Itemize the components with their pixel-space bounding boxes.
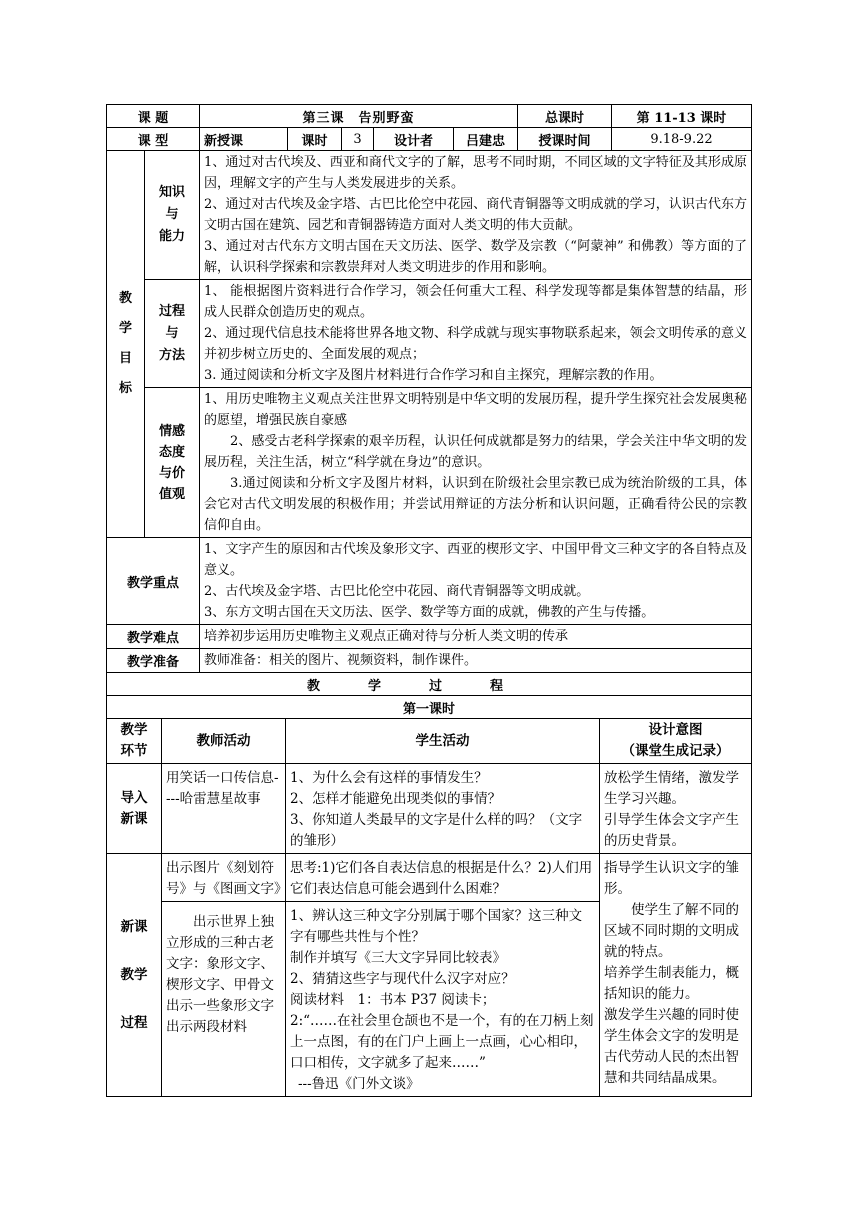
objective-process-row	[107, 280, 752, 388]
hours-label: 课时	[288, 128, 342, 151]
designer-label: 设计者	[374, 128, 454, 151]
process-section-title: 教学过程	[107, 673, 752, 696]
intro-intent: 放松学生情绪，激发学生学习兴趣。 引导学生体会文字产生的历史背景。	[600, 764, 752, 854]
designer-value: 吕建忠	[454, 128, 518, 151]
type-value: 新授课	[200, 128, 288, 151]
objectives-label-char: 教	[118, 291, 132, 306]
knowledge-line: 1、通过对古代埃及、西亚和商代文字的了解，思考不同时期，不同区域的文字特征及其形成原因，理解文字的产生与人类发展进步的关系。	[204, 155, 747, 191]
key-point-line: 3、东方文明古国在天文历法、医学、数学等方面的成就，佛教的产生与传播。	[204, 605, 655, 620]
new-lesson-stage: 新课 教学 过程	[107, 854, 162, 1097]
type-row	[107, 128, 752, 151]
knowledge-content	[200, 151, 752, 280]
objective-emotion-row	[107, 388, 752, 538]
knowledge-label: 知识 与 能力	[145, 151, 200, 280]
key-points-label: 教学重点	[107, 538, 200, 625]
preparation-content: 教师准备：相关的图片、视频资料，制作课件。	[200, 649, 752, 673]
lesson-plan-table	[106, 104, 752, 719]
new-teacher-a: 出示图片《刻划符号》与《图画文字》	[162, 854, 286, 902]
intro-row	[107, 764, 752, 854]
lesson-title: 第三课 告别野蛮	[200, 105, 518, 128]
objectives-label	[107, 151, 145, 538]
topic-row	[107, 105, 752, 128]
topic-label: 课 题	[107, 105, 200, 128]
emotion-line: 2、感受古老科学探索的艰辛历程，认识任何成就都是努力的结果，学会关注中华文明的发展历程，关注生活，树立“科学就在身边”的意识。	[204, 434, 747, 470]
new-lesson-row	[107, 854, 752, 902]
stage-header: 教学 环节	[107, 719, 162, 764]
objectives-label-char: 目	[118, 351, 132, 366]
process-label: 过程 与 方法	[145, 280, 200, 388]
emotion-line: 1、用历史唯物主义观点关注世界文明特别是中华文明的发展历程，提升学生探究社会发展奥秘的愿望，增强民族自豪感	[204, 392, 747, 428]
total-hours-label: 总课时	[518, 105, 612, 128]
total-hours-value: 第 11-13 课时	[612, 105, 752, 128]
difficulty-label: 教学难点	[107, 625, 200, 649]
lesson-steps-table	[106, 718, 752, 1097]
preparation-label: 教学准备	[107, 649, 200, 673]
objectives-label-char: 学	[118, 321, 132, 336]
process-title-row	[107, 673, 752, 696]
hours-value: 3	[342, 128, 374, 151]
steps-header-row	[107, 719, 752, 764]
intro-stage: 导入 新课	[107, 764, 162, 854]
process-content	[200, 280, 752, 388]
time-value: 9.18-9.22	[612, 128, 752, 151]
emotion-content	[200, 388, 752, 538]
process-line: 3. 通过阅读和分析文字及图片材料进行合作学习和自主探究，理解宗教的作用。	[204, 368, 663, 383]
period-title: 第一课时	[107, 696, 752, 719]
key-point-line: 1、文字产生的原因和古代埃及象形文字、西亚的楔形文字、中国甲骨文三种文字的各自特点及意义。	[204, 542, 747, 578]
key-point-line: 2、古代埃及金字塔、古巴比伦空中花园、商代青铜器等文明成就。	[204, 584, 590, 599]
emotion-label: 情感 态度 与价 值观	[145, 388, 200, 538]
emotion-line: 3.通过阅读和分析文字及图片材料，认识到在阶级社会里宗教已成为统治阶级的工具，体会它对古代文明发展的积极作用；并尝试用辩证的方法分析和认识问题，正确看待公民的宗教信仰自由。	[204, 476, 747, 533]
type-label: 课 型	[107, 128, 200, 151]
new-student-a: 思考:1)它们各自表达信息的根据是什么？2)人们用它们表达信息可能会遇到什么困难？	[286, 854, 600, 902]
difficulty-content: 培养初步运用历史唯物主义观点正确对待与分析人类文明的传承	[200, 625, 752, 649]
period-title-row	[107, 696, 752, 719]
intro-teacher: 用笑话一口传信息----哈雷慧星故事	[162, 764, 286, 854]
time-label: 授课时间	[518, 128, 612, 151]
teacher-header: 教师活动	[162, 719, 286, 764]
difficulty-row	[107, 625, 752, 649]
preparation-row	[107, 649, 752, 673]
process-line: 2、通过现代信息技术能将世界各地文物、科学成就与现实事物联系起来，领会文明传承的意义并初步树立历史的、全面发展的观点；	[204, 326, 747, 362]
student-header: 学生活动	[286, 719, 600, 764]
key-points-row	[107, 538, 752, 625]
process-line: 1、 能根据图片资料进行合作学习，领会任何重大工程、科学发现等都是集体智慧的结晶，形成人民群众创造历史的观点。	[204, 284, 747, 320]
intro-student: 1、为什么会有这样的事情发生？ 2、怎样才能避免出现类似的事情？ 3、你知道人类最早的文字是什么样的吗？（文字的雏形）	[286, 764, 600, 854]
knowledge-line: 2、通过对古代埃及金字塔、古巴比伦空中花园、商代青铜器等文明成就的学习，认识古代东方文明古国在建筑、园艺和青铜器铸造方面对人类文明的伟大贡献。	[204, 197, 747, 233]
objective-knowledge-row	[107, 151, 752, 280]
intent-header: 设计意图 （课堂生成记录）	[600, 719, 752, 764]
new-student-b: 1、辨认这三种文字分别属于哪个国家？这三种文字有哪些共性与个性？ 制作并填写《三大文字异同比较表》 2、猜猜这些字与现代什么汉字对应？ 阅读材料 1：书本 P37 阅读卡； 2:“……在社会里仓颉也不是一个，有的在刀柄上刻上一点图，有的在门户上画上一点画，心心相印，口口相传，文字就多了起来……” ---鲁迅《门外文谈》	[286, 902, 600, 1097]
lesson-plan-page	[106, 104, 751, 1097]
new-teacher-b: 出示世界上独立形成的三种古老文字：象形文字、楔形文字、甲骨文 出示一些象形文字 出示两段材料	[162, 902, 286, 1097]
key-points-content	[200, 538, 752, 625]
new-intent: 指导学生认识文字的雏形。 使学生了解不同的区域不同时期的文明成就的特点。 培养学生制表能力，概括知识的能力。 激发学生兴趣的同时使学生体会文字的发明是古代劳动人民的杰出智慧和共同结晶成果。	[600, 854, 752, 1097]
knowledge-line: 3、通过对古代东方文明古国在天文历法、医学、数学及宗教（“阿蒙神” 和佛教）等方面的了解，认识科学探索和宗教崇拜对人类文明进步的作用和影响。	[204, 239, 747, 275]
objectives-label-char: 标	[118, 381, 132, 396]
